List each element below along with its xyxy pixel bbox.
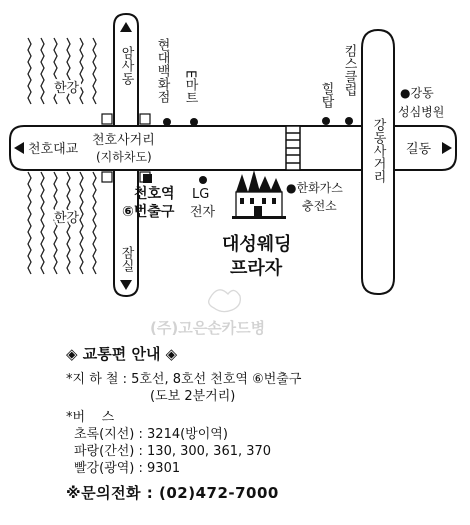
venue-name-line1: 대성웨딩 <box>222 234 292 255</box>
emart-marker <box>190 118 198 126</box>
bus-row-red <box>66 460 456 477</box>
bus-green-value: 3214(방이역) <box>147 427 228 442</box>
lg-marker <box>199 176 207 184</box>
landmark-hanwha-1: ●한화가스 <box>286 181 343 195</box>
subway-value: 5호선, 8호선 천호역 ⑥번출구 <box>131 372 302 387</box>
watermark-logo <box>209 290 241 312</box>
intersection-label: 천호사거리 <box>92 133 155 148</box>
station-label: 천호역 <box>134 186 175 202</box>
bus-label: *버 스 <box>66 410 115 425</box>
hilltop-marker <box>322 117 330 125</box>
north-road-label: 암사동 <box>118 46 134 85</box>
landmark-lg-2: 전자 <box>190 205 216 220</box>
guide-heading: ◈ 교통편 안내 ◈ <box>66 345 178 363</box>
kims-marker <box>345 117 353 125</box>
river-label-top: 한강 <box>54 81 80 96</box>
crosswalk <box>286 126 300 170</box>
watermark-text: (주)고은손카드병 <box>150 319 266 337</box>
east-label: 길동 <box>406 142 432 157</box>
landmark-hospital-2: 성심병원 <box>398 105 445 119</box>
station-exit-marker <box>143 174 152 183</box>
landmark-hilltop: 힐탑 <box>318 82 334 108</box>
venue-name-line2: 프라자 <box>230 258 283 279</box>
contact-phone: ※문의전화 : (02)472-7000 <box>66 484 279 502</box>
intersection-sub-label: (지하차도) <box>96 150 152 164</box>
river-label-bottom: 한강 <box>54 211 80 226</box>
transport-guide <box>66 346 456 502</box>
landmark-hanwha-2: 충전소 <box>302 199 337 213</box>
bus-blue-label: 파랑(간선) : <box>74 444 148 459</box>
bus-row-blue <box>66 443 456 460</box>
bus-red-label: 빨강(광역) : <box>74 461 148 476</box>
landmark-hyundai: 현대백화점 <box>154 38 170 103</box>
bus-green-label: 초록(지선) : <box>74 427 148 442</box>
station-exit-label: ⑥번출구 <box>122 204 175 220</box>
landmark-kims: 킴스클럽 <box>341 44 357 96</box>
subway-row <box>66 371 456 388</box>
castle-icon <box>232 170 286 219</box>
landmark-hospital-1: ●강동 <box>400 86 434 100</box>
bus-blue-value: 130, 300, 361, 370 <box>147 444 272 459</box>
landmark-lg: LG <box>192 187 210 202</box>
subway-label: *지 하 철 : <box>66 372 132 387</box>
west-label: 천호대교 <box>28 142 79 157</box>
bus-row-green <box>66 426 456 443</box>
hyundai-marker <box>163 118 171 126</box>
landmark-emart: E마트 <box>182 70 198 105</box>
bus-red-value: 9301 <box>147 461 181 476</box>
south-road-label: 잠실 <box>118 246 134 272</box>
subway-note: (도보 2분거리) <box>150 389 236 404</box>
east-road-label: 강동사거리 <box>370 118 386 183</box>
